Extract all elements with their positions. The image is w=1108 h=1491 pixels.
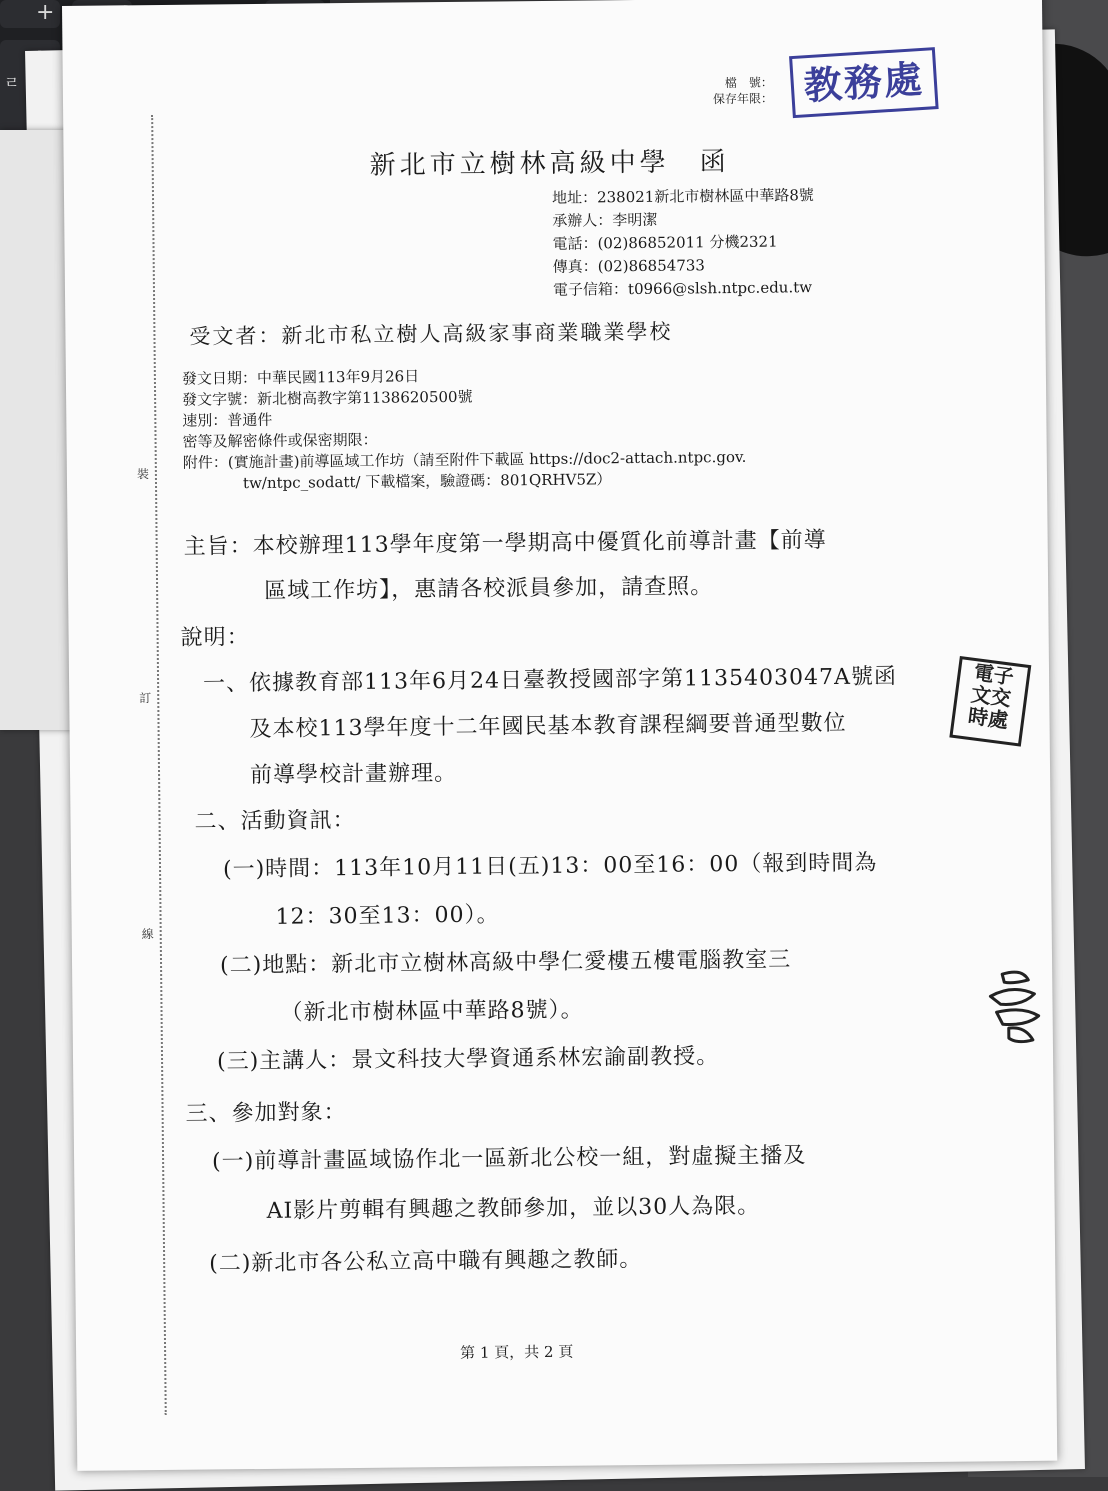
electronic-exchange-stamp: [949, 656, 1031, 747]
keyboard-key-label: ㄹ: [4, 73, 20, 92]
binding-char: 訂: [139, 691, 152, 706]
e-stamp-line: 電子: [972, 660, 1016, 690]
explanation-item1-line3: 前導學校計畫辦理。: [249, 760, 458, 789]
sender-info: [552, 184, 815, 302]
keyboard-key-label: +: [36, 0, 55, 25]
participants-line-3: (二)新北市各公私立高中職有興趣之教師。: [209, 1246, 643, 1277]
attachment-line-2: tw/ntpc_sodatt/ 下載檔案，驗證碼：801QRHV5Z）: [242, 470, 612, 493]
recipient: 受文者：新北市私立樹人高級家事商業職業學校: [189, 319, 673, 349]
explanation-item1-line1: 一、依據教育部113年6月24日臺教授國部字第1135403047A號函: [202, 664, 898, 697]
sender-contact: 承辦人：李明潔: [552, 210, 658, 230]
office-stamp: 教務處: [789, 47, 939, 118]
event-speaker: (三)主講人：景文科技大學資通系林宏諭副教授。: [216, 1044, 720, 1075]
issue-number: 發文字號：新北樹高教字第1138620500號: [182, 387, 473, 409]
delivery-speed: 速別：普通件: [182, 410, 273, 430]
event-time-line-1: (一)時間：113年10月11日(五)13：00至16：00（報到時間為: [222, 850, 878, 883]
page-number: 第 1 頁，共 2 頁: [460, 1342, 574, 1362]
explanation-item2: 二、活動資訊：: [194, 807, 356, 835]
e-stamp-line: 文交: [969, 681, 1013, 711]
explanation-item3: 三、參加對象：: [185, 1100, 347, 1127]
signature-seal: [982, 966, 1043, 1047]
binding-line: [151, 115, 167, 1415]
issue-date: 發文日期：中華民國113年9月26日: [181, 367, 420, 388]
official-letter-page: [62, 0, 1057, 1471]
security-level: 密等及解密條件或保密期限：: [182, 430, 378, 451]
subject-line-2: 區域工作坊】，惠請各校派員參加，請查照。: [264, 574, 714, 604]
sender-phone: 電話：(02)86852011 分機2321: [552, 232, 778, 253]
e-stamp-line: 時處: [966, 703, 1010, 733]
subject-line-1: 主旨：本校辦理113學年度第一學期高中優質化前導計畫【前導: [183, 528, 827, 560]
archive-labels: [713, 75, 773, 108]
sender-fax: 傳真：(02)86854733: [552, 256, 705, 276]
event-time-line-2: 12：30至13：00）。: [275, 902, 500, 930]
explanation-heading: 說明：: [180, 625, 250, 651]
event-location-line-1: (二)地點：新北市立樹林高級中學仁愛樓五樓電腦教室三: [219, 947, 792, 979]
explanation-item1-line2: 及本校113學年度十二年國民基本教育課程綱要普通型數位: [249, 710, 847, 743]
attachment-line-1: 附件：(實施計畫)前導區域工作坊（請至附件下載區 https://doc2-attach.ntpc.gov.: [182, 447, 747, 472]
keyboard-key: [0, 0, 60, 28]
retention-label: 保存年限：: [712, 91, 774, 107]
sender-email: 電子信箱：t0966@slsh.ntpc.edu.tw: [552, 278, 813, 299]
document-title: 新北市立樹林高級中學 函: [369, 147, 730, 181]
participants-line-2: AI影片剪輯有興趣之教師參加，並以30人為限。: [266, 1193, 761, 1224]
participants-line-1: (一)前導計畫區域協作北一區新北公校一組，對虛擬主播及: [211, 1143, 807, 1175]
event-location-line-2: （新北市樹林區中華路8號）。: [280, 997, 584, 1026]
sender-address: 地址：238021新北市樹林區中華路8號: [551, 186, 814, 207]
binding-char: 裝: [136, 467, 149, 482]
binding-char: 線: [141, 927, 154, 942]
document-meta: [182, 363, 747, 495]
archive-number-label: 檔 號：: [724, 75, 773, 91]
